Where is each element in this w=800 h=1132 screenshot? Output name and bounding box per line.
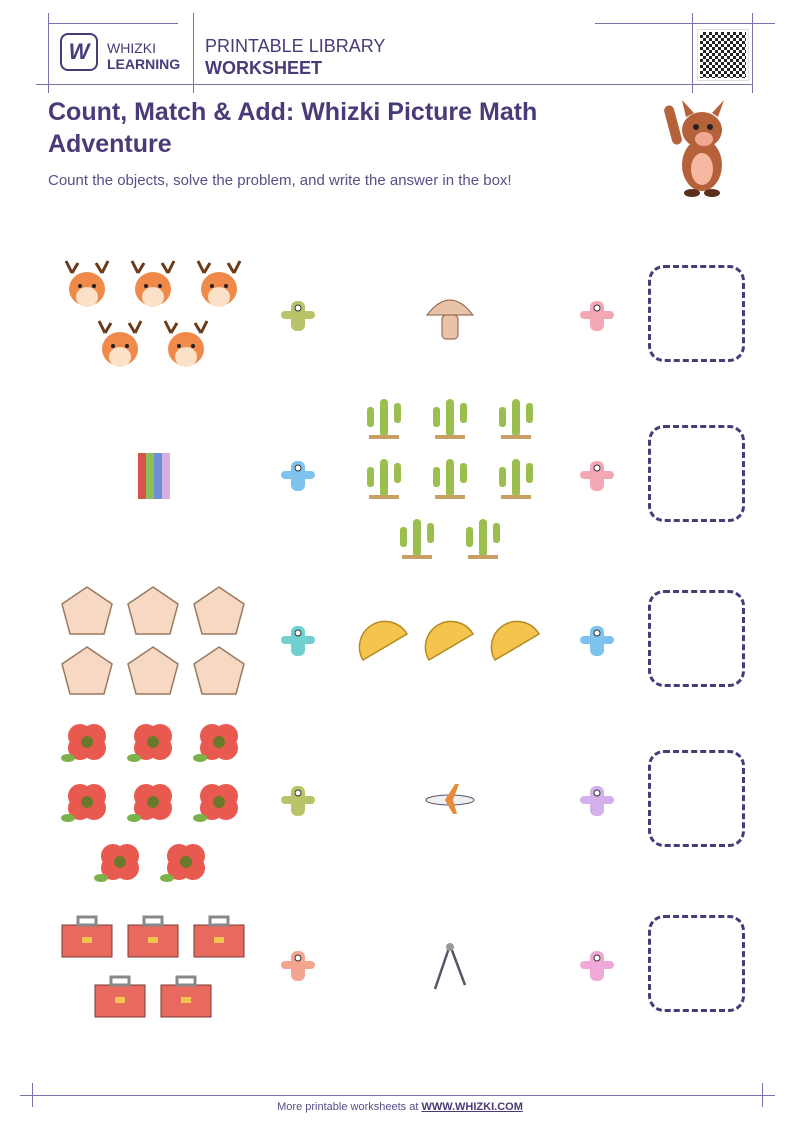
problem-row bbox=[0, 565, 800, 715]
cactus-icon bbox=[487, 449, 545, 501]
answer-box[interactable] bbox=[648, 425, 745, 522]
header-line bbox=[193, 13, 194, 93]
toolbox-icon bbox=[58, 909, 116, 961]
equals-monster-icon bbox=[577, 945, 617, 985]
problem-row bbox=[0, 400, 800, 550]
cactus-icon bbox=[487, 389, 545, 441]
compass-group bbox=[345, 900, 555, 1030]
answer-box[interactable] bbox=[648, 750, 745, 847]
library-label: PRINTABLE LIBRARY bbox=[205, 36, 386, 56]
plus-monster-icon bbox=[278, 455, 318, 495]
equals-monster-icon bbox=[577, 295, 617, 335]
logo-letter: W bbox=[68, 39, 90, 64]
problem-row bbox=[0, 240, 800, 390]
flower-group bbox=[50, 735, 255, 865]
cactus-icon bbox=[454, 509, 512, 561]
plus-monster-icon bbox=[278, 295, 318, 335]
deer-icon bbox=[58, 259, 116, 311]
flower-icon bbox=[124, 774, 182, 826]
footer-text: More printable worksheets at bbox=[277, 1101, 422, 1113]
pentagon-icon bbox=[58, 644, 116, 696]
footer bbox=[0, 1101, 800, 1113]
plus-monster-icon bbox=[278, 780, 318, 820]
brand-bottom: LEARNING bbox=[107, 56, 181, 72]
airplane-icon bbox=[421, 774, 479, 826]
plus-monster-icon bbox=[278, 945, 318, 985]
equals-monster-icon bbox=[577, 455, 617, 495]
cactus-icon bbox=[421, 449, 479, 501]
protractor-icon bbox=[487, 614, 545, 666]
deer-icon bbox=[157, 319, 215, 371]
deer-icon bbox=[91, 319, 149, 371]
cactus-icon bbox=[355, 389, 413, 441]
pentagon-icon bbox=[124, 644, 182, 696]
deer-icon bbox=[190, 259, 248, 311]
header-divider bbox=[36, 84, 752, 85]
pentagon-icon bbox=[190, 584, 248, 636]
equals-monster-icon bbox=[577, 780, 617, 820]
cactus-group bbox=[345, 410, 555, 540]
cactus-icon bbox=[388, 509, 446, 561]
header-line bbox=[752, 13, 753, 93]
pentagon-icon bbox=[190, 644, 248, 696]
toolbox-icon bbox=[157, 969, 215, 1021]
toolbox-icon bbox=[190, 909, 248, 961]
deer-group bbox=[50, 250, 255, 380]
instructions: Count the objects, solve the problem, and write the answer in the box! bbox=[48, 172, 512, 189]
cactus-icon bbox=[355, 449, 413, 501]
equals-monster-icon bbox=[577, 620, 617, 660]
problem-row bbox=[0, 725, 800, 875]
pentagon-icon bbox=[58, 584, 116, 636]
deer-icon bbox=[124, 259, 182, 311]
protractor-group bbox=[345, 575, 555, 705]
brand-top: WHIZKI bbox=[107, 40, 156, 56]
footer-line bbox=[20, 1095, 775, 1096]
pentagon-group bbox=[50, 575, 255, 705]
answer-box[interactable] bbox=[648, 265, 745, 362]
flower-icon bbox=[91, 834, 149, 886]
binders-icon bbox=[124, 449, 182, 501]
toolbox-group bbox=[50, 900, 255, 1030]
qr-code bbox=[698, 30, 748, 80]
header-line bbox=[48, 13, 49, 93]
airplane-group bbox=[345, 735, 555, 865]
header-line bbox=[692, 13, 693, 93]
plus-monster-icon bbox=[278, 620, 318, 660]
flower-icon bbox=[190, 774, 248, 826]
protractor-icon bbox=[421, 614, 479, 666]
protractor-icon bbox=[355, 614, 413, 666]
flower-icon bbox=[58, 774, 116, 826]
toolbox-icon bbox=[124, 909, 182, 961]
mushroom-group bbox=[345, 250, 555, 380]
toolbox-icon bbox=[91, 969, 149, 1021]
flower-icon bbox=[124, 714, 182, 766]
cactus-icon bbox=[421, 389, 479, 441]
compass-icon bbox=[421, 939, 479, 991]
problem-row bbox=[0, 890, 800, 1040]
flower-icon bbox=[190, 714, 248, 766]
answer-box[interactable] bbox=[648, 915, 745, 1012]
boar-mascot-icon bbox=[660, 95, 740, 200]
header-line bbox=[595, 23, 775, 24]
flower-icon bbox=[157, 834, 215, 886]
whizki-link[interactable]: WWW.WHIZKI.COM bbox=[421, 1101, 523, 1113]
answer-box[interactable] bbox=[648, 590, 745, 687]
binders-group bbox=[50, 410, 255, 540]
worksheet-label: WORKSHEET bbox=[205, 58, 322, 78]
mushroom-icon bbox=[421, 289, 479, 341]
page-title: Count, Match & Add: Whizki Picture Math Adventure bbox=[48, 98, 538, 158]
header-line bbox=[48, 23, 178, 24]
flower-icon bbox=[58, 714, 116, 766]
pentagon-icon bbox=[124, 584, 182, 636]
whizki-logo bbox=[60, 33, 98, 71]
